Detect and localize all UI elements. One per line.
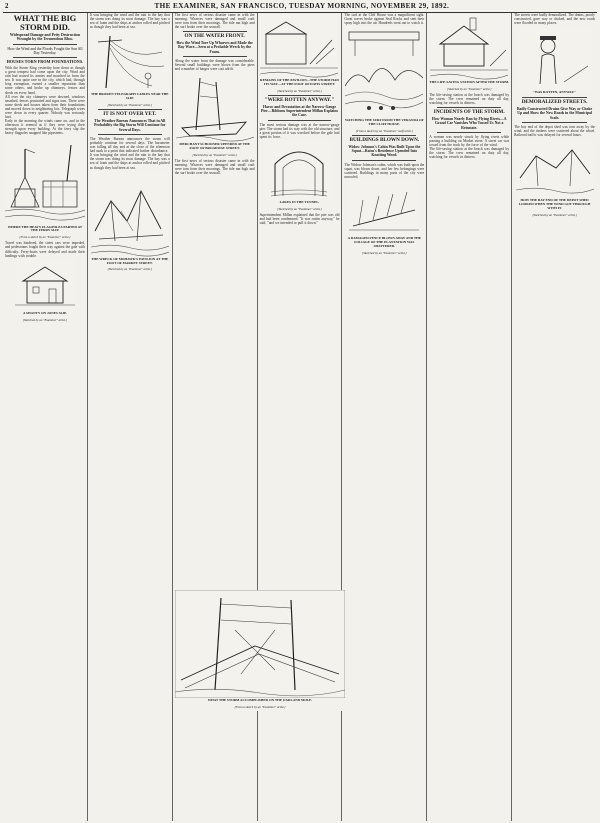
article-text: It was bringing the wind and the rain to the bay that the storm was doing its most damage. The bay was a sea of foam and the ships at anchor rolled and pitched as though they had been at sea. — [89, 13, 170, 30]
not-over-yet-dek: The Weather Bureau Announces That in All Probability the Big Storm Will Continue for Several Days. — [94, 118, 166, 132]
pavilion-remains-illustration — [260, 14, 338, 78]
article-text: The life-saving station at the beach was damaged by the storm. The crew remained on duty all day, watching for vessels in distress. — [429, 92, 510, 106]
telegraph-caption: THE BROKEN TELEGRAPH CABLES NEAR THE SLIP. — [90, 92, 169, 101]
column-1 — [3, 13, 88, 821]
article-text: The Widow Johnson's cabin, which was built upon the squat, was blown down, and her few belongings were scattered. Buildings in many parts of the city were unroofed. — [344, 162, 425, 180]
article-text: The bay end of the depot shed was torn away by the wind, and the timbers were scattered about the wharf. Railroad traffic was delayed for several hours. — [514, 124, 595, 138]
mohawk-caption: THE WRECK OF MOHAWK'S PAVILION AT THE FOOT OF MARKET STREET. — [91, 256, 169, 265]
article-text: The surf at the Cliff House was a magnificent sight. Great waves broke against Seal Rocks and sent their spray high into the air. Hundreds went out to watch it. — [344, 13, 425, 26]
column-7 — [512, 13, 597, 821]
blown-down-dek: Widow Johnson's Cabin Was Built Upon the Squat—Rains's Residence Upended Into Knotting Wood. — [348, 144, 421, 158]
main-headline: WHAT THE BIG STORM DID. — [13, 13, 77, 32]
telegraph-cables-illustration — [92, 30, 168, 92]
article-text: Travel was hindered, the street cars were impeded, and pedestrians fought their way against the gale with difficulty. Ferry-boats were delayed and made their landings with trouble. — [5, 241, 85, 258]
cliff-house-caption: WATCHING THE SURF FROM THE VERANDA OF THE CLIFF HOUSE. — [344, 118, 424, 127]
schooner-illustration — [176, 72, 254, 142]
shanty-caption: A SHANTY ON JONES SLIP. — [23, 310, 67, 315]
article-text: The Weather Bureau announces the storm will probably continue for several days. The barometer was falling all day and at the close of the afternoon had sunk to a point that indicated further disturbance. — [89, 136, 170, 154]
depot-shed-caption-credit: [Sketched by an "Examiner" artist.] — [532, 212, 577, 217]
demoralized-dek: Badly Constructed Drains Give Way or Choke Up and Show the New Roads in the Municipal Scale. — [516, 106, 593, 120]
rotten-dek: Havoc and Devastation at the Narrow-Gauge Pier—Ribbons Superintendent Millan Explains the Case. — [261, 104, 338, 118]
ferry-slip-illustration — [5, 137, 85, 225]
pavilion-caption: REMAINS OF THE PAVILION—THE STORM HAD ITS WAY—AT THE FOOT OF DAVIS STREET. — [260, 78, 339, 86]
cliff-house-caption-credit: [From a sketch by an "Examiner" staff artist.] — [355, 129, 413, 134]
rotten-anyway-caption: "WAS ROTTEN, ANYWAY." — [532, 90, 577, 95]
article-text: Early in the morning the winds came on, and in the afternoon it seemed as if they were trying their strength upon every building. At the ferry slip the heavy flagpoles snapped like pipestems. — [5, 119, 85, 136]
demoralized-headline: DEMORALIZED STREETS. — [521, 99, 588, 106]
article-text: The first news of serious disaster came in with the morning. Wharves were damaged and small craft were torn from their moorings. The tide ran high and the surf broke over the seawall. — [174, 13, 255, 30]
masthead-title: THE EXAMINER, SAN FRANCISCO, TUESDAY MORNING, NOVEMBER 29, 1892. — [154, 2, 450, 10]
oakland-mole-block — [175, 590, 345, 711]
main-dek-3: HOUSES TORN FROM FOUNDATIONS. — [6, 59, 84, 65]
article-text: It was bringing the wind and the rain to the bay that the storm was doing its most damage. The bay was a sea of foam and the ships at anchor rolled and pitched as though they had been at sea. — [89, 153, 170, 170]
main-dek-2: How the Wind and the Floods Fought the Sun All Day Yesterday. — [7, 46, 83, 55]
column-6 — [427, 13, 512, 821]
shanty-caption-credit: [Sketched by an "Examiner" artist.] — [22, 317, 68, 322]
heavy-sea-caption-credit: [Sketched by an "Examiner" artist.] — [192, 153, 237, 158]
mohawk-pavilion-illustration — [91, 171, 169, 257]
water-front-dek: How the Wind Tore Up Wharves and Made the Bay Wave—Seen at a Probable Wreck by the Foam. — [176, 41, 253, 54]
oakland-mole-caption-credit: [From a sketch by an "Examiner" artist.] — [234, 704, 286, 709]
fence-caption-credit: [Sketched by an "Examiner" artist.] — [362, 250, 407, 255]
water-front-headline: ON THE WATER FRONT. — [184, 33, 245, 40]
ferry-caption-credit: [From a sketch by an "Examiner" artist.] — [19, 235, 71, 240]
fence-caption: A DAMAGED FENCE BLOWN AWAY AND THE FOLIAGE OF THE PLANTATION WAS SHATTERED. — [347, 236, 422, 248]
cliff-house-illustration — [345, 26, 423, 118]
article-text: All over the city chimneys were downed, windows smashed, fences prostrated and signs torn. There were some sheds and houses taken from their foundations and moved down to neighboring lots. Telegraph wires were down in every quarter. Nobody was seriously hurt. — [5, 94, 85, 120]
depot-shed-caption: HOW THE BAY END OF THE DEPOT SHED LOOKED WHEN THE WIND GOT THROUGH WITH IT. — [518, 198, 591, 210]
tunnel-caption-credit: [Sketched by an "Examiner" artist.] — [277, 206, 322, 211]
oakland-mole-caption: WHAT THE STORM ACCOMPLISHED ON THE OAKLAND MOLE. — [207, 698, 313, 702]
depot-shed-illustration — [516, 138, 594, 198]
tunnel-illustration — [265, 140, 333, 200]
fence-illustration — [349, 180, 419, 236]
masthead — [3, 2, 597, 13]
tunnel-caption: LAKES IN THE TUNNEL. — [279, 199, 320, 204]
ferry-caption: WHERE THE HEAVY FLAGPOLES PARTED AT THE FERRY SLIP. — [7, 224, 83, 233]
article-text: The life-saving station at the beach was damaged by the storm. The crew remained on duty all day, watching for vessels in distress. — [429, 147, 510, 160]
mohawk-caption-credit: [Sketched by an "Examiner" artist.] — [107, 267, 152, 272]
life-saving-caption: THE LIFE-SAVING STATION AFTER THE STORM. — [429, 80, 509, 84]
article-text: The streets were badly demoralized. The drains, poorly constructed, gave way or choked, and the new roads were flooded in many places. — [514, 13, 595, 26]
article-text: Superintendent Millan explained that the pier was old and had been condemned. "It was rotten anyway," he said, "and we intended to pull it down." — [259, 212, 340, 225]
column-5 — [342, 13, 427, 821]
article-text: The first news of serious disaster came in with the morning. Wharves were damaged and small craft were torn from their moorings. The tide ran high and the surf broke over the seawall. — [174, 159, 255, 176]
heavy-sea-caption: MERCHANT SCHOONER UPENDED AT THE FOOT OF BROADWAY STREET. — [179, 142, 250, 151]
incidents-headline: INCIDENTS OF THE STORM. — [433, 109, 505, 116]
life-saving-station-illustration — [430, 14, 508, 80]
oakland-mole-illustration — [175, 590, 345, 698]
shanty-illustration — [15, 259, 75, 311]
life-saving-caption-credit: [Sketched by an "Examiner" artist.] — [446, 86, 492, 91]
column-2 — [88, 13, 173, 821]
rotten-anyway-illustration — [518, 26, 592, 90]
incidents-dek: How Woman Nearly Ran by Flying Rivets—A Grand Car Vanishes Who Tossed Us Not a Reinstate. — [431, 116, 507, 130]
not-over-yet-headline: IT IS NOT OVER YET. — [103, 111, 157, 118]
article-text: The most serious damage was at the narrow-gauge pier. The storm had its way with the old structure, and a great portion of it was wrecked before the gale had spent its force. — [259, 122, 340, 139]
telegraph-caption-credit: [Sketched by an "Examiner" artist.] — [107, 103, 152, 108]
article-text: With the Storm King yesterday bore down as though a great tempest had come upon the city. Wind and rain had roused its armies and marched in from the sea. It was quite rare in the city, which had, through long exemption, earned a smaller reputation than some others, and broke up chimneys, fences and sheds on every hand. — [5, 65, 85, 95]
rotten-headline: "WERE ROTTEN ANYWAY." — [264, 96, 335, 103]
article-text: Along the water front the damage was considerable. Several small buildings were blown from the piers and a number of barges were cast adrift. — [174, 59, 255, 72]
blown-down-headline: BUILDINGS BLOWN DOWN. — [349, 137, 420, 144]
page-number: 2 — [5, 3, 9, 10]
pavilion-caption-credit: [Sketched by an "Examiner" artist.] — [277, 88, 322, 93]
article-text: A woman was nearly struck by flying rivets while passing a building on Market street. A street car was tossed from the track by the force of the wind. — [429, 134, 510, 148]
main-dek: Widespread Damage and Petty Destruction Wrought by the Tremendous Blow. — [9, 33, 80, 42]
